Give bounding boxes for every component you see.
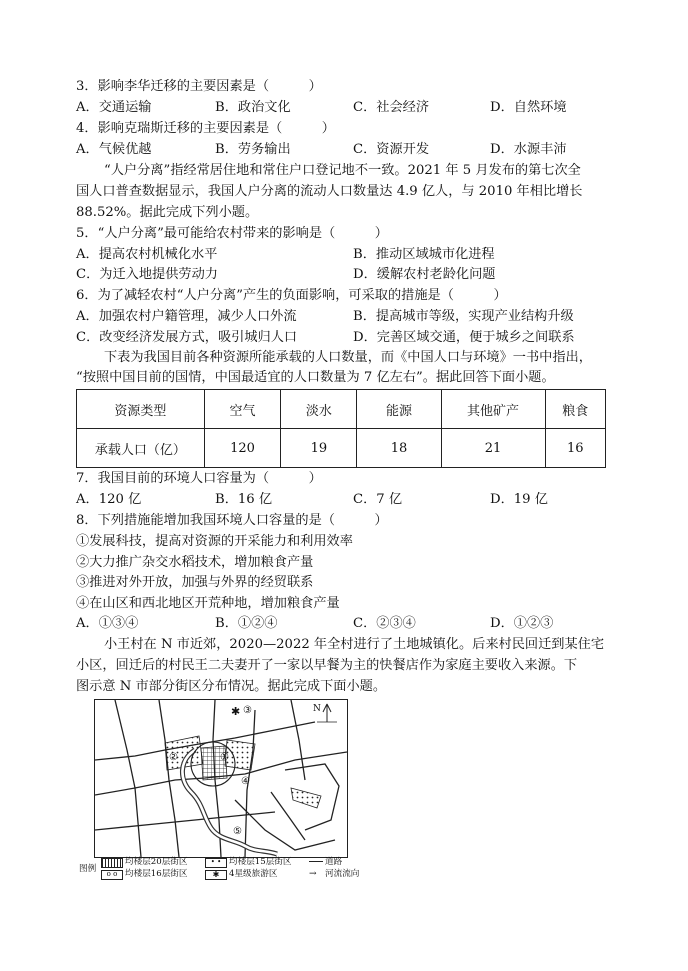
table-row bbox=[77, 429, 606, 468]
map-label-2: ② bbox=[169, 752, 178, 763]
table-header-cell: 其他矿产 bbox=[441, 390, 545, 429]
passage3-line-3: 图示意 N 市部分街区分布情况。据此完成下面小题。 bbox=[76, 679, 387, 694]
passage1-line-1: “人户分离”指经常居住地和常住户口登记地不一致。2021 年 5 月发布的第七次全 bbox=[104, 163, 581, 178]
q4-option-a: A．气候优越 bbox=[76, 142, 152, 157]
dot-block-swatch-icon: • • bbox=[205, 858, 227, 868]
q3-option-b: B．政治文化 bbox=[215, 100, 291, 115]
q8-stem: 8．下列措施能增加我国环境人口容量的是（ ） bbox=[76, 513, 388, 528]
q7-option-c: C．7 亿 bbox=[353, 492, 403, 507]
q7-option-a: A．120 亿 bbox=[76, 492, 142, 507]
legend-item-15-floor: 均楼层15层街区 bbox=[229, 857, 292, 867]
table-cell: 21 bbox=[441, 429, 545, 468]
q6-option-a: A．加强农村户籍管理，减少人口外流 bbox=[76, 309, 297, 324]
river-flow-arrow-icon: → bbox=[309, 869, 317, 879]
road-line-icon bbox=[309, 861, 323, 862]
map-label-5: ⑤ bbox=[233, 826, 242, 837]
q5-option-d: D．缓解农村老龄化问题 bbox=[353, 267, 496, 282]
table-header-cell: 淡水 bbox=[281, 390, 357, 429]
q3-stem: 3．影响李华迁移的主要因素是（ ） bbox=[76, 79, 322, 94]
legend-item-tourist: 4星级旅游区 bbox=[229, 869, 278, 879]
q8-item-3: ③推进对外开放，加强与外界的经贸联系 bbox=[76, 575, 314, 590]
city-map bbox=[94, 699, 348, 858]
q5-option-b: B．推动区域城市化进程 bbox=[353, 247, 495, 262]
q8-option-b: B．①②④ bbox=[215, 616, 278, 631]
q3-option-d: D．自然环境 bbox=[490, 100, 567, 115]
q4-stem: 4．影响克瑞斯迁移的主要因素是（ ） bbox=[76, 121, 335, 136]
q8-option-a: A．①③④ bbox=[76, 616, 139, 631]
q7-option-b: B．16 亿 bbox=[215, 492, 273, 507]
tourist-star-swatch-icon: ✱ bbox=[205, 870, 227, 880]
table-header-cell: 粮食 bbox=[545, 390, 606, 429]
passage1-line-2: 国人口普查数据显示，我国人户分离的流动人口数量达 4.9 亿人，与 2010 年相比增长 bbox=[76, 184, 583, 199]
legend-item-16-floor: 均楼层16层街区 bbox=[125, 869, 188, 879]
passage3-line-1: 小王村在 N 市近郊，2020—2022 年全村进行了土地城镇化。后来村民回迁到某住宅 bbox=[104, 637, 605, 652]
q5-option-c: C．为迁入地提供劳动力 bbox=[76, 267, 218, 282]
q8-item-1: ①发展科技，提高对资源的开采能力和利用效率 bbox=[76, 534, 353, 549]
q8-item-2: ②大力推广杂交水稻技术，增加粮食产量 bbox=[76, 555, 314, 570]
q8-option-c: C．②③④ bbox=[353, 616, 416, 631]
q6-option-b: B．提高城市等级，实现产业结构升级 bbox=[353, 309, 574, 324]
map-label-1: ① bbox=[220, 752, 229, 763]
table-cell: 19 bbox=[281, 429, 357, 468]
star-marker-icon: ✱ bbox=[231, 705, 241, 718]
q5-stem: 5．“人户分离”最可能给农村带来的影响是（ ） bbox=[76, 226, 388, 241]
q6-option-c: C．改变经济发展方式，吸引城归人口 bbox=[76, 330, 298, 345]
legend-title: 图例 bbox=[79, 864, 97, 874]
q3-option-c: C．社会经济 bbox=[353, 100, 430, 115]
table-header-cell: 能源 bbox=[357, 390, 441, 429]
table-cell: 承载人口（亿） bbox=[77, 429, 205, 468]
q7-stem: 7．我国目前的环境人口容量为（ ） bbox=[76, 471, 322, 486]
legend-item-road: 道路 bbox=[325, 857, 343, 867]
table-cell: 120 bbox=[204, 429, 280, 468]
table-header-cell: 资源类型 bbox=[77, 390, 205, 429]
q6-stem: 6．为了减轻农村“人户分离”产生的负面影响，可采取的措施是（ ） bbox=[76, 288, 507, 303]
circle-block-swatch-icon: o o bbox=[101, 870, 123, 880]
q3-option-a: A．交通运输 bbox=[76, 100, 152, 115]
q8-option-d: D．①②③ bbox=[490, 616, 554, 631]
passage2-line-1: 下表为我国目前各种资源所能承载的人口数量，而《中国人口与环境》一书中指出， bbox=[104, 350, 592, 365]
passage1-line-3: 88.52%。据此完成下列小题。 bbox=[76, 205, 259, 220]
legend-item-river-flow: 河流流向 bbox=[325, 869, 360, 879]
q6-option-d: D．完善区域交通，便于城乡之间联系 bbox=[353, 330, 575, 345]
map-label-4: ④ bbox=[241, 776, 250, 787]
grid-block-swatch-icon bbox=[101, 858, 123, 868]
passage2-line-2: “按照中国目前的国情，中国最适宜的人口数量为 7 亿左右”。据此回答下面小题。 bbox=[76, 370, 555, 385]
passage3-line-2: 小区，回迁后的村民王二夫妻开了一家以早餐为主的快餐店作为家庭主要收入来源。下 bbox=[76, 658, 578, 673]
resource-table bbox=[76, 389, 606, 468]
city-map-drawing bbox=[95, 700, 347, 857]
north-label: N bbox=[313, 704, 321, 714]
q4-option-c: C．资源开发 bbox=[353, 142, 430, 157]
table-header-cell: 空气 bbox=[204, 390, 280, 429]
table-header-row bbox=[77, 390, 606, 429]
tourist-area bbox=[291, 788, 321, 808]
map-label-3: ③ bbox=[243, 705, 252, 716]
q4-option-d: D．水源丰沛 bbox=[490, 142, 567, 157]
q4-option-b: B．劳务输出 bbox=[215, 142, 291, 157]
q5-option-a: A．提高农村机械化水平 bbox=[76, 247, 218, 262]
table-cell: 18 bbox=[357, 429, 441, 468]
q8-item-4: ④在山区和西北地区开荒种地，增加粮食产量 bbox=[76, 596, 340, 611]
q7-option-d: D．19 亿 bbox=[490, 492, 548, 507]
table-cell: 16 bbox=[545, 429, 606, 468]
legend-item-20-floor: 均楼层20层街区 bbox=[125, 857, 188, 867]
